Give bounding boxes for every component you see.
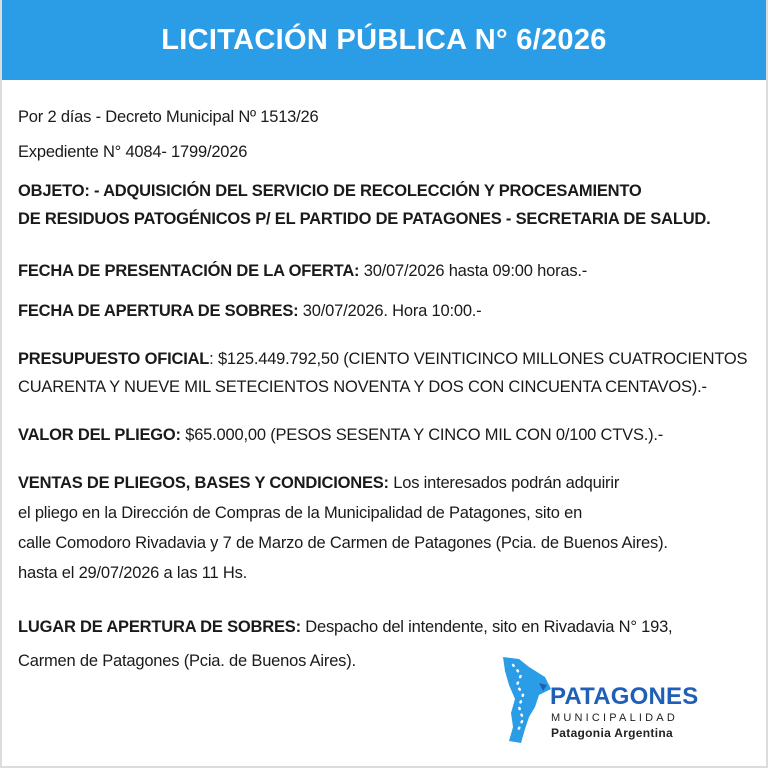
expediente-line: Expediente N° 4084- 1799/2026 — [18, 143, 248, 161]
objeto-line-2: DE RESIDUOS PATOGÉNICOS P/ EL PARTIDO DE PATAGONES - SECRETARIA DE SALUD. — [18, 210, 711, 228]
patagones-map-icon — [499, 655, 555, 745]
fecha-presentacion-line — [18, 262, 587, 281]
valor-pliego-label: VALOR DEL PLIEGO: — [18, 426, 181, 444]
fecha-presentacion-label: FECHA DE PRESENTACIÓN DE LA OFERTA: — [18, 262, 360, 280]
header-banner — [2, 0, 766, 80]
ventas-line-4: hasta el 29/07/2026 a las 11 Hs. — [18, 564, 248, 582]
days-decree-line: Por 2 días - Decreto Municipal Nº 1513/26 — [18, 108, 319, 126]
fecha-apertura-value: 30/07/2026. Hora 10:00.- — [298, 302, 482, 320]
ventas-value: Los interesados podrán adquirir — [388, 474, 620, 492]
ventas-line-2: el pliego en la Dirección de Compras de la Municipalidad de Patagones, sito en — [18, 504, 583, 522]
fecha-apertura-label: FECHA DE APERTURA DE SOBRES: — [18, 302, 299, 320]
presupuesto-line-1 — [18, 350, 747, 369]
ventas-line-3: calle Comodoro Rivadavia y 7 de Marzo de Carmen de Patagones (Pcia. de Buenos Aires). — [18, 534, 668, 552]
patagones-logo — [499, 655, 709, 745]
fecha-apertura-line — [18, 302, 481, 321]
valor-pliego-line — [18, 426, 663, 445]
logo-title: PATAGONES — [550, 683, 699, 710]
ventas-line-1 — [18, 474, 619, 493]
lugar-line-2: Carmen de Patagones (Pcia. de Buenos Aires). — [18, 652, 356, 670]
logo-subtitle: MUNICIPALIDAD — [551, 712, 678, 724]
presupuesto-value: : $125.449.792,50 (CIENTO VEINTICINCO MILLONES CUATROCIENTOS — [209, 350, 748, 368]
fecha-presentacion-value: 30/07/2026 hasta 09:00 horas.- — [359, 262, 588, 280]
logo-tagline: Patagonia Argentina — [551, 726, 673, 740]
page-title: LICITACIÓN PÚBLICA N° 6/2026 — [161, 23, 607, 56]
objeto-line-1: OBJETO: - ADQUISICIÓN DEL SERVICIO DE RECOLECCIÓN Y PROCESAMIENTO — [18, 182, 642, 200]
lugar-line-1 — [18, 618, 672, 637]
lugar-value: Despacho del intendente, sito en Rivadavia N° 193, — [300, 618, 673, 636]
valor-pliego-value: $65.000,00 (PESOS SESENTA Y CINCO MIL CON 0/100 CTVS.).- — [180, 426, 664, 444]
ventas-label: VENTAS DE PLIEGOS, BASES Y CONDICIONES: — [18, 474, 389, 492]
presupuesto-label: PRESUPUESTO OFICIAL — [18, 350, 210, 368]
presupuesto-line-2: CUARENTA Y NUEVE MIL SETECIENTOS NOVENTA Y DOS CON CINCUENTA CENTAVOS).- — [18, 378, 707, 396]
lugar-label: LUGAR DE APERTURA DE SOBRES: — [18, 618, 301, 636]
